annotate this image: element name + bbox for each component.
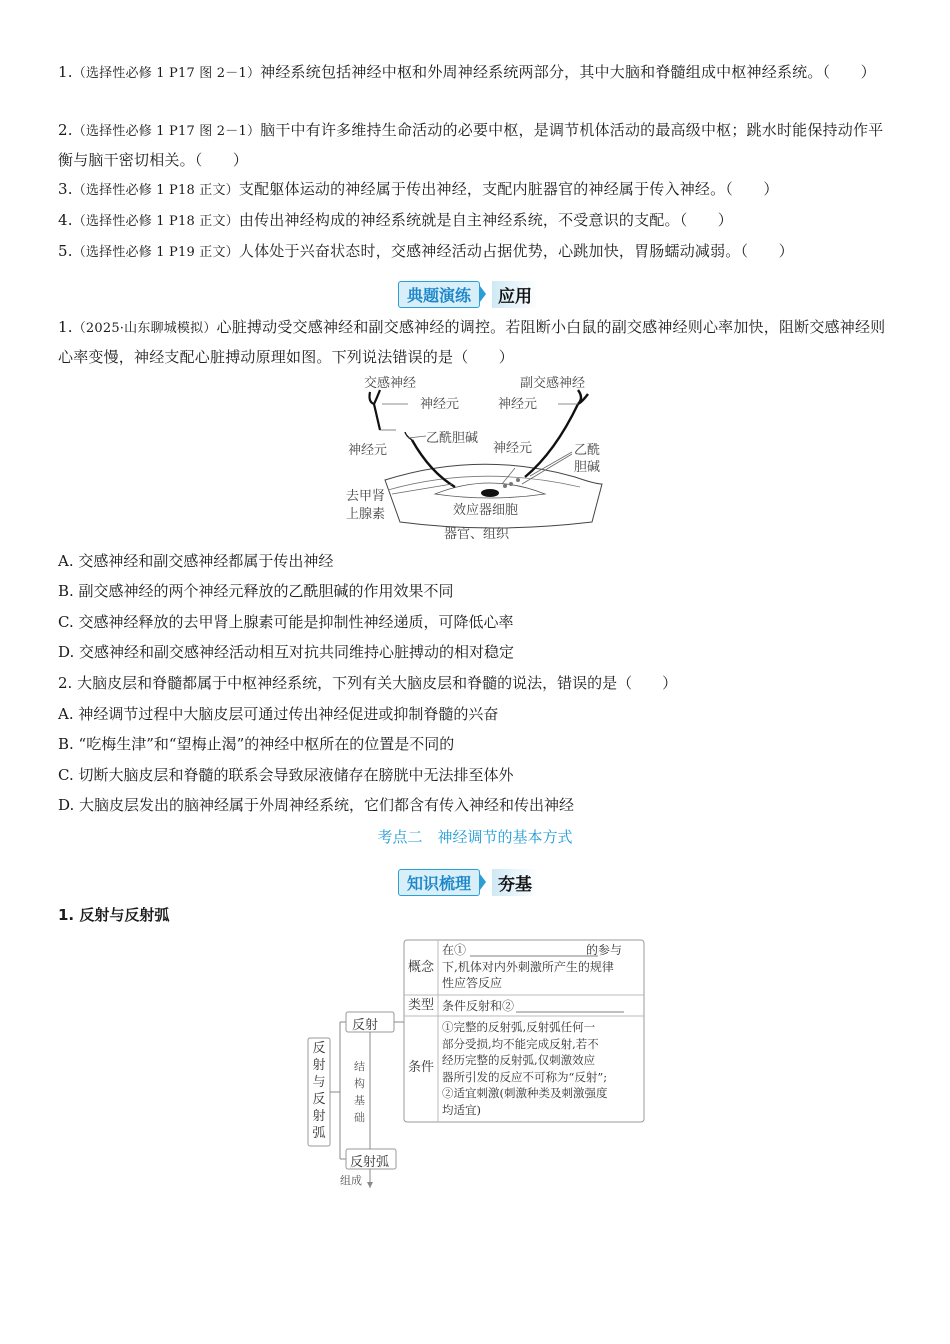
judge-item-2: 2.（选择性必修 1 P17 图 2－1）脑干中有许多维持生命活动的必要中枢，是调节机体活动的最高级中枢；跳水时能保持动作平衡与脑干密切相关。（ ）	[58, 121, 884, 169]
reflex-mindmap	[300, 938, 650, 1188]
row-concept-label: 概念	[408, 960, 435, 975]
banner-knowledge-box: 知识梳理	[398, 869, 480, 896]
label-neuron-left-top: 神经元	[420, 397, 460, 412]
root-label: 反 射 与 反 射 弧	[312, 1041, 326, 1141]
judge-item-3: 3.（选择性必修 1 P18 正文）支配躯体运动的神经属于传出神经，支配内脏器官的神经属于传入神经。（ ）	[58, 180, 779, 198]
banner-knowledge	[398, 869, 538, 895]
label-neuron-right-top: 神经元	[498, 397, 538, 412]
structure-basis-label: 结 构 基 础	[354, 1060, 365, 1124]
label-effector: 效应器细胞	[453, 503, 519, 518]
q1-option-b[interactable]: B. 副交感神经的两个神经元释放的乙酰胆碱的作用效果不同	[58, 582, 454, 600]
leader-line	[502, 468, 515, 484]
section-title: 考点二 神经调节的基本方式	[377, 828, 573, 846]
label-sympathetic: 交感神经	[364, 376, 417, 391]
row-condition-label: 条件	[408, 1060, 435, 1075]
leader-line	[522, 454, 572, 484]
ach-vesicle	[503, 484, 507, 488]
label-ach-right-1: 乙酰	[574, 443, 601, 458]
q1-option-a[interactable]: A. 交感神经和副交感神经都属于传出神经	[58, 552, 334, 570]
q1-option-c[interactable]: C. 交感神经释放的去甲肾上腺素可能是抑制性神经递质，可降低心率	[58, 613, 514, 631]
reflex-label: 反射	[352, 1018, 379, 1033]
q2-option-b[interactable]: B. “吃梅生津”和“望梅止渴”的神经中枢所在的位置是不同的	[58, 735, 455, 753]
label-neuron-left: 神经元	[348, 443, 388, 458]
row-concept-text: 在① 的参与 下,机体对内外刺激所产生的规律 性应答反应	[442, 943, 623, 990]
label-ach-right-2: 胆碱	[574, 460, 601, 475]
banner-practice	[398, 281, 538, 307]
compose-label: 组成	[340, 1174, 362, 1187]
q1-option-d[interactable]: D. 交感神经和副交感神经活动相互对抗共同维持心脏搏动的相对稳定	[58, 643, 515, 661]
q2-option-a[interactable]: A. 神经调节过程中大脑皮层可通过传出神经促进或抑制脊髓的兴奋	[58, 705, 499, 723]
banner-knowledge-tail: 夯基	[492, 869, 538, 896]
banner-practice-box: 典题演练	[398, 281, 480, 308]
banner-practice-tail: 应用	[492, 281, 538, 308]
leader-line	[408, 436, 426, 438]
row-type-label: 类型	[408, 998, 435, 1013]
ach-vesicle	[509, 482, 513, 486]
nucleus	[481, 489, 499, 497]
row-condition-text: ①完整的反射弧,反射弧任何一 部分受损,均不能完成反射,若不 经历完整的反射弧,仅刺激效应 器所引发的反应不可称为“反射”; ②适宜刺激(刺激种类及刺激强度 均适宜)	[442, 1020, 608, 1117]
ach-vesicle	[516, 478, 520, 482]
label-ne-2: 上腺素	[346, 507, 386, 522]
arc-label: 反射弧	[350, 1155, 390, 1170]
judge-item-1: 1.（选择性必修 1 P17 图 2－1）神经系统包括神经中枢和外周神经系统两部分，其中大脑和脊髓组成中枢神经系统。（ ）	[58, 63, 876, 81]
judge-item-5: 5.（选择性必修 1 P19 正文）人体处于兴奋状态时，交感神经活动占据优势，心跳加快，胃肠蠕动减弱。（ ）	[58, 242, 794, 260]
sympathetic-neuron-1	[370, 390, 381, 430]
row-type-text: 条件反射和②	[442, 999, 623, 1013]
q2-option-d[interactable]: D. 大脑皮层发出的脑神经属于外周神经系统，它们都含有传入神经和传出神经	[58, 796, 575, 814]
question-1-stem: 1.（2025·山东聊城模拟）心脏搏动受交感神经和副交感神经的调控。若阻断小白鼠的副交感神经则心率加快，阻断交感神经则心率变慢，神经支配心脏搏动原理如图。下列说法错误的是（ ）	[58, 318, 886, 366]
label-ne-1: 去甲肾	[346, 489, 386, 504]
q2-option-c[interactable]: C. 切断大脑皮层和脊髓的联系会导致尿液储存在膀胱中无法排至体外	[58, 766, 514, 784]
question-2-stem: 2. 大脑皮层和脊髓都属于中枢神经系统，下列有关大脑皮层和脊髓的说法，错误的是（ ）	[58, 674, 678, 692]
judge-item-4: 4.（选择性必修 1 P18 正文）由传出神经构成的神经系统就是自主神经系统，不受意识的支配。（ ）	[58, 211, 733, 229]
label-organ: 器官、组织	[444, 527, 510, 542]
subheading-reflex: 1. 反射与反射弧	[58, 906, 170, 924]
label-neuron-right: 神经元	[493, 441, 533, 456]
nerve-heart-figure	[340, 372, 620, 542]
label-parasympathetic: 副交感神经	[520, 376, 586, 391]
label-ach-left: 乙酰胆碱	[426, 431, 479, 446]
sympathetic-synapse	[405, 432, 412, 440]
leader-line	[392, 484, 452, 494]
leader-line	[530, 452, 572, 476]
